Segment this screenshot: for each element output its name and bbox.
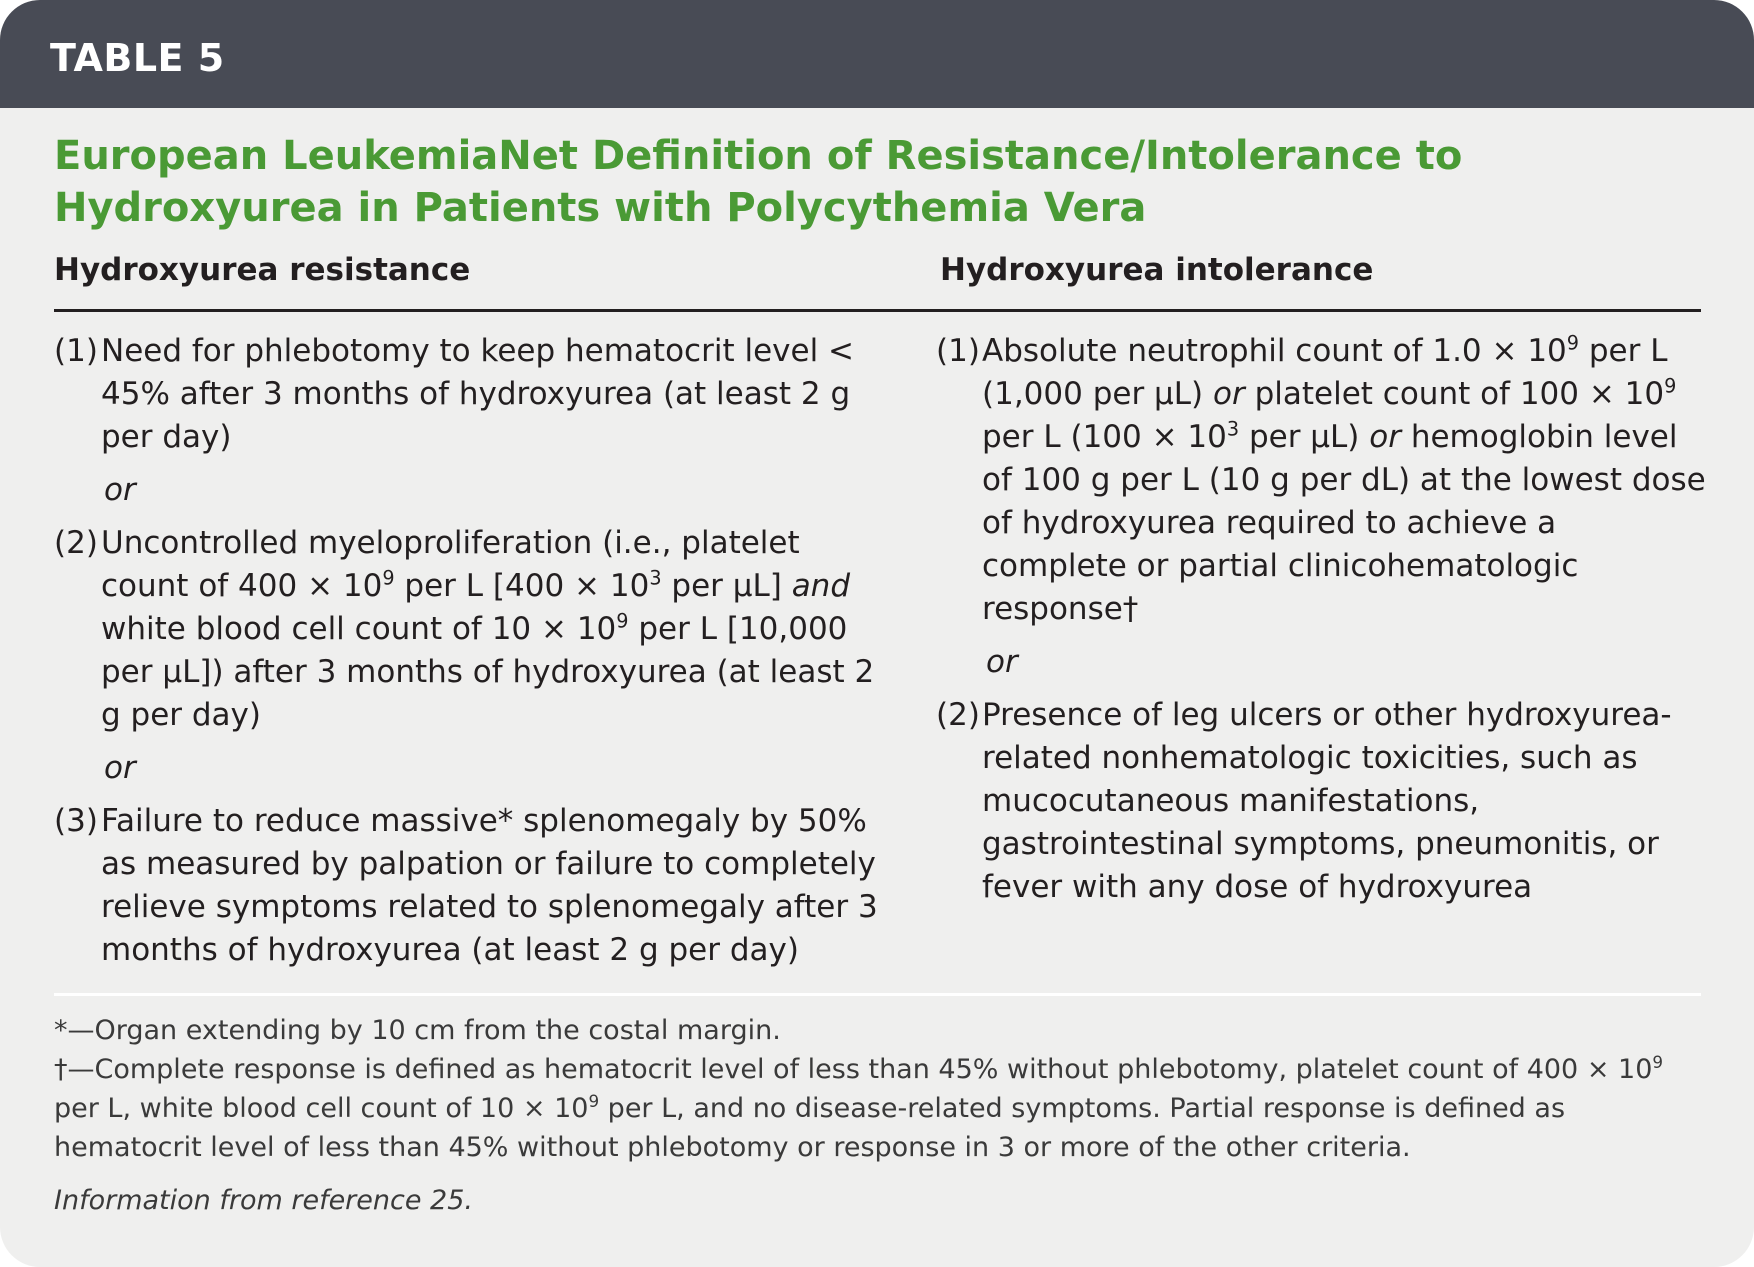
criterion-number: (2)	[936, 697, 980, 733]
footnote-star: *—Organ extending by 10 cm from the costal margin.	[54, 1015, 781, 1046]
footnote-dagger: †—Complete response is defined as hematocrit level of less than 45% without phlebotomy, platelet count of $400 \times 10^9$ per L, white blood cell count of $10 \times 10^9$ per L, and no disease-related symptoms. Partial response is defined as hematocrit level of less than 45% without phlebotomy or response in 3 or more of the other criteria.	[54, 1052, 1664, 1163]
intolerance-criterion-2	[936, 694, 1706, 909]
criterion-text: Failure to reduce massive* splenomegaly by 50% as measured by palpation or failure to completely relieve symptoms related to splenomegaly after 3 months of hydroxyurea (at least 2 g per day)	[101, 803, 878, 968]
resistance-column-heading: Hydroxyurea resistance	[54, 252, 471, 288]
source-note: Information from reference 25.	[54, 1185, 473, 1216]
criterion-number: (1)	[936, 333, 980, 369]
criterion-number: (2)	[54, 525, 98, 561]
resistance-criterion-3	[54, 800, 894, 972]
criterion-number: (3)	[54, 803, 98, 839]
heading-divider	[54, 309, 1701, 312]
intolerance-column-heading: Hydroxyurea intolerance	[940, 252, 1374, 288]
or-separator: or	[986, 644, 1018, 680]
table-title: European LeukemiaNet Definition of Resistance/Intolerance to Hydroxyurea in Patients with Polycythemia Vera	[54, 133, 1463, 231]
criterion-text: Uncontrolled myeloproliferation (i.e., platelet count of $400 \times 10^9$ per L [$400 \times 10^3$ per µL] and white blood cell count of $10 \times 10^9$ per L [10,000 per µL]) after 3 months of hydroxyurea (at least 2 g per day)	[101, 525, 875, 733]
footnote-divider	[54, 993, 1701, 996]
or-separator: or	[104, 472, 136, 508]
criterion-text: Absolute neutrophil count of $1.0 \times 10^9$ per L (1,000 per µL) or platelet count of $100 \times 10^9$ per L ($100 \times 10^3$ per µL) or hemoglobin level of 100 g per L (10 g per dL) at the lowest dose of hydroxyurea required to achieve a complete or partial clinicohematologic response†	[982, 331, 1706, 627]
criterion-text: Presence of leg ulcers or other hydroxyurea-related nonhematologic toxicities, such as mucocutaneous manifestations, gastrointestinal symptoms, pneumonitis, or fever with any dose of hydroxyurea	[982, 697, 1672, 905]
footnotes	[54, 1011, 1704, 1167]
resistance-criterion-2	[54, 522, 894, 737]
intolerance-criterion-1	[936, 330, 1706, 631]
resistance-column	[54, 330, 894, 972]
criterion-text: Need for phlebotomy to keep hematocrit level < 45% after 3 months of hydroxyurea (at least 2 g per day)	[101, 333, 855, 455]
table-header-bar	[0, 0, 1754, 108]
resistance-criterion-1	[54, 330, 894, 459]
criterion-number: (1)	[54, 333, 98, 369]
intolerance-column	[936, 330, 1706, 909]
table-number-label: TABLE 5	[50, 36, 225, 80]
or-separator: or	[104, 750, 136, 786]
